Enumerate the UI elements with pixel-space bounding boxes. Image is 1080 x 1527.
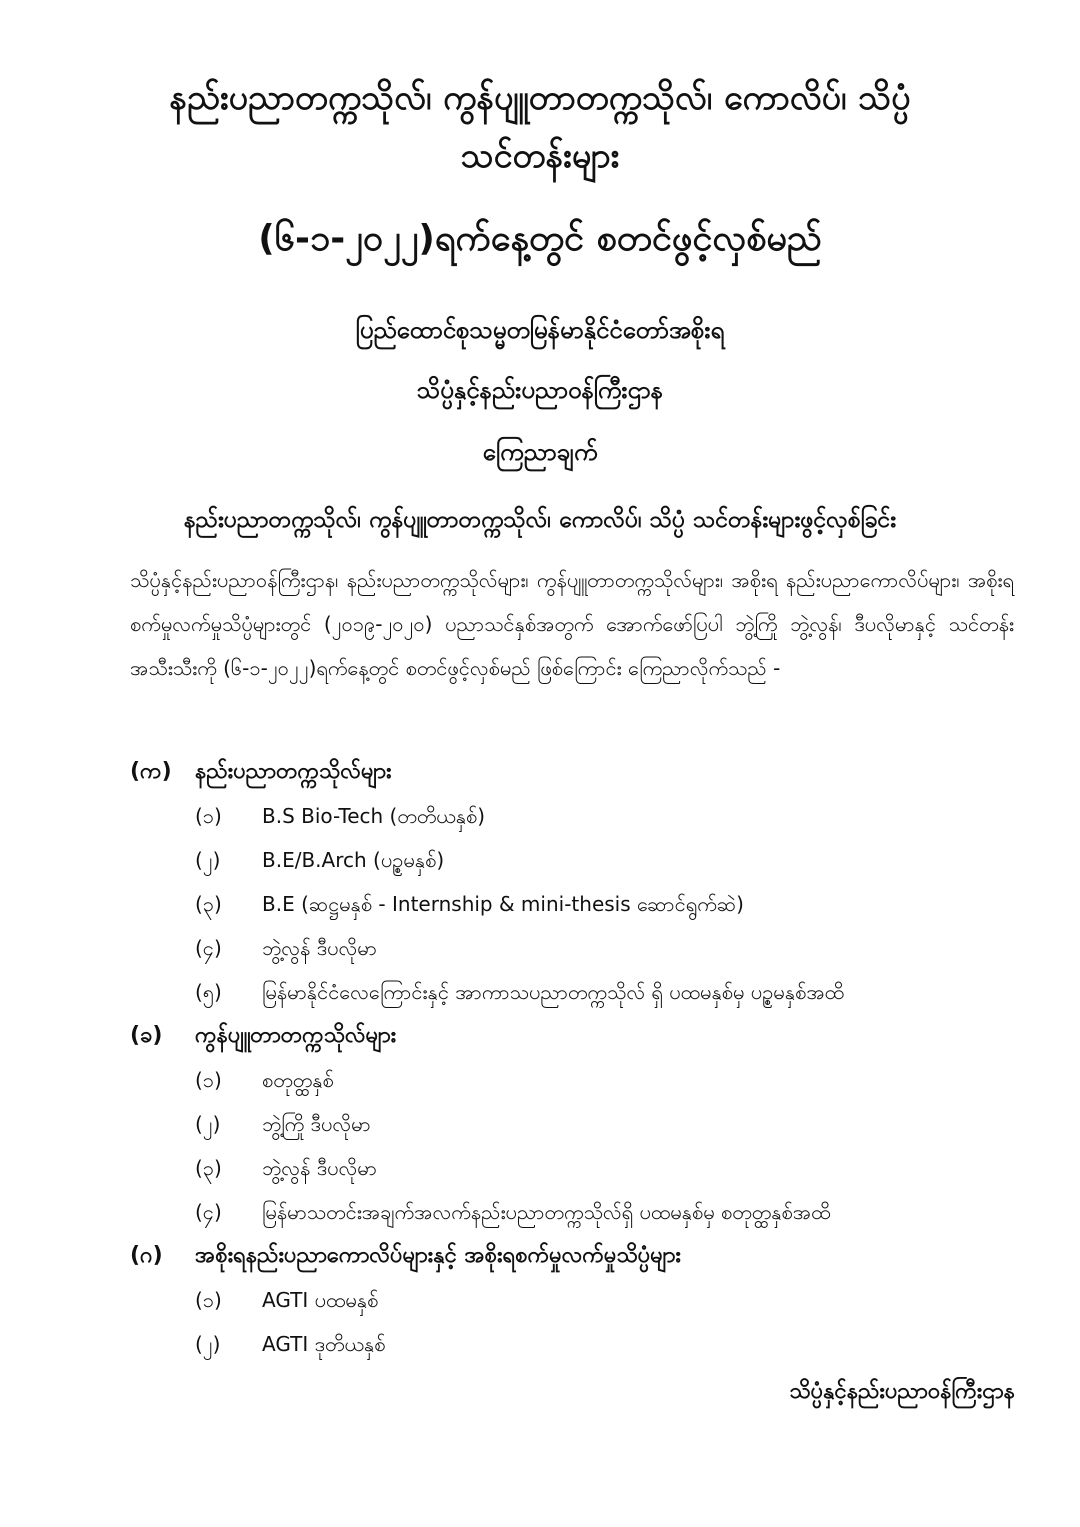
section-title: အစိုးရနည်းပညာကောလိပ်များနှင့် အစိုးရစက်မှုလက်မှုသိပ္ပံများ	[195, 1243, 681, 1268]
section-heading	[130, 750, 1020, 794]
body-paragraph: သိပ္ပံနှင့်နည်းပညာဝန်ကြီးဌာန၊ နည်းပညာတက္ကသိုလ်များ၊ ကွန်ပျူတာတက္ကသိုလ်များ၊ အစိုးရ နည်းပညာကောလိပ်များ၊ အစိုးရစက်မှုလက်မှုသိပ္ပံများတွင် (၂၀၁၉-၂၀၂၀) ပညာသင်နှစ်အတွက် အောက်ဖော်ပြပါ ဘွဲ့ကြို ဘွဲ့လွန်၊ ဒီပလိုမာနှင့် သင်တန်းအသီးသီးကို (၆-၁-၂၀၂၂)ရက်နေ့တွင် စတင်ဖွင့်လှစ်မည် ဖြစ်ကြောင်း ကြေညာလိုက်သည် -	[130, 568, 1014, 680]
title-line-1: နည်းပညာတက္ကသိုလ်၊ ကွန်ပျူတာတက္ကသိုလ်၊ ကောလိပ်၊ သိပ္ပံ	[169, 78, 911, 118]
section-marker: (က)	[130, 759, 172, 784]
item-number: (၅)	[195, 980, 222, 1004]
list-item	[130, 1322, 1020, 1366]
list-item	[130, 838, 1020, 882]
government-name: ပြည်ထောင်စုသမ္မတမြန်မာနိုင်ငံတော်အစိုးရ	[355, 316, 725, 344]
list-item	[130, 1058, 1020, 1102]
item-text: AGTI ဒုတိယနှစ်	[262, 1332, 386, 1356]
section-marker: (ဂ)	[130, 1243, 163, 1268]
item-number: (၂)	[195, 1332, 221, 1356]
item-text: မြန်မာနိုင်ငံလေကြောင်းနှင့် အာကာသပညာတက္ကသိုလ် ရှိ ပထမနှစ်မှ ပဥ္စမနှစ်အထိ	[262, 980, 845, 1004]
section-heading	[130, 1014, 1020, 1058]
item-text: B.E (ဆဋ္ဌမနှစ် - Internship & mini-thesis ဆောင်ရွက်ဆဲ)	[262, 892, 744, 916]
item-text: B.E/B.Arch (ပဥ္စမနှစ်)	[262, 848, 445, 872]
signature-ministry: သိပ္ပံနှင့်နည်းပညာဝန်ကြီးဌာန	[789, 1379, 1015, 1404]
section-computer-universities	[130, 1014, 1020, 1234]
list-item	[130, 1146, 1020, 1190]
item-text: ဘွဲ့လွန် ဒီပလိုမာ	[262, 936, 377, 960]
item-number: (၃)	[195, 892, 222, 916]
section-technological-universities	[130, 750, 1020, 1014]
list-item	[130, 1278, 1020, 1322]
list-item	[130, 882, 1020, 926]
announcement-subject: နည်းပညာတက္ကသိုလ်၊ ကွန်ပျူတာတက္ကသိုလ်၊ ကောလိပ်၊ သိပ္ပံ သင်တန်းများဖွင့်လှစ်ခြင်း	[183, 507, 897, 533]
item-text: မြန်မာသတင်းအချက်အလက်နည်းပညာတက္ကသိုလ်ရှိ ပထမနှစ်မှ စတုတ္ထနှစ်အထိ	[262, 1200, 831, 1224]
title-line-3-date: (၆-၁-၂၀၂၂)ရက်နေ့တွင် စတင်ဖွင့်လှစ်မည်	[258, 218, 822, 259]
section-technical-colleges-institutes	[130, 1234, 1020, 1366]
item-number: (၁)	[195, 804, 222, 828]
section-title: နည်းပညာတက္ကသိုလ်များ	[195, 759, 392, 784]
item-number: (၁)	[195, 1068, 222, 1092]
item-text: ဘွဲ့ကြို ဒီပလိုမာ	[262, 1112, 371, 1136]
item-number: (၄)	[195, 936, 222, 960]
item-number: (၂)	[195, 1112, 221, 1136]
ministry-name: သိပ္ပံနှင့်နည်းပညာဝန်ကြီးဌာန	[416, 376, 664, 404]
item-number: (၁)	[195, 1288, 222, 1312]
list-item	[130, 926, 1020, 970]
item-number: (၄)	[195, 1200, 222, 1224]
item-number: (၂)	[195, 848, 221, 872]
item-text: B.S Bio-Tech (တတိယနှစ်)	[262, 804, 486, 828]
item-number: (၃)	[195, 1156, 222, 1180]
document-type: ကြေညာချက်	[482, 438, 598, 466]
list-item	[130, 970, 1020, 1014]
section-marker: (ခ)	[130, 1023, 163, 1048]
item-text: ဘွဲ့လွန် ဒီပလိုမာ	[262, 1156, 377, 1180]
title-line-2: သင်တန်းများ	[460, 136, 620, 176]
list-item	[130, 1190, 1020, 1234]
list-item	[130, 1102, 1020, 1146]
section-heading	[130, 1234, 1020, 1278]
item-text: AGTI ပထမနှစ်	[262, 1288, 379, 1312]
section-title: ကွန်ပျူတာတက္ကသိုလ်များ	[195, 1023, 397, 1048]
item-text: စတုတ္ထနှစ်	[262, 1068, 334, 1092]
list-item	[130, 794, 1020, 838]
